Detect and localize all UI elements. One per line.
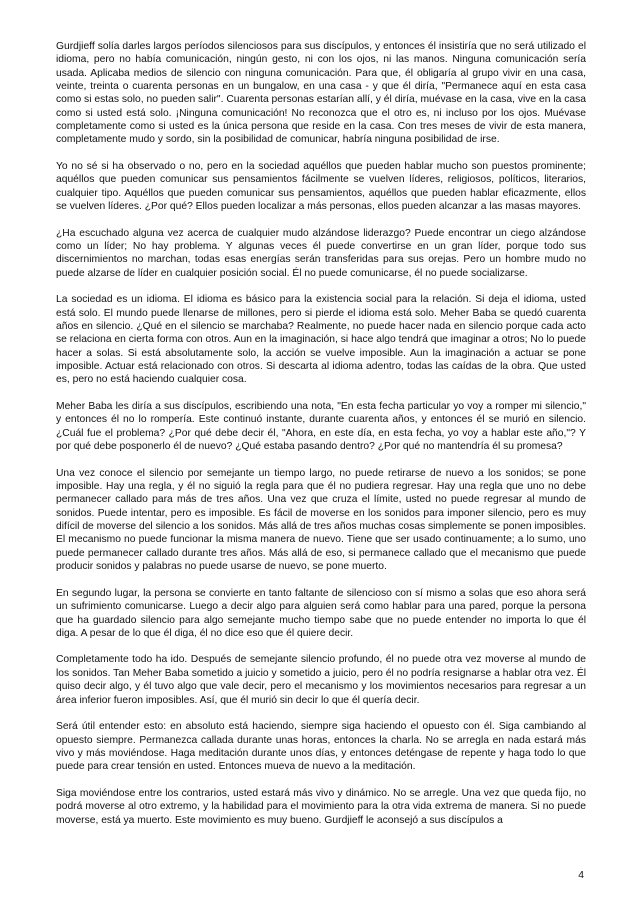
paragraph: Meher Baba les diría a sus discípulos, escribiendo una nota, "En esta fecha particular yo voy a romper mi silencio," y entonces él no lo rompería. Este continuó instante, durante cuarenta años, y entonces él se murió en silencio. ¿Cuál fue el problema? ¿Por qué debe decir él, "Ahora, en este día, en esta fecha, yo voy a hablar este año,"? Y por qué debe posponerlo él de nuevo? ¿Qué estaba pasando dentro? ¿Por qué no mantendría él su promesa?	[56, 401, 586, 453]
paragraph: Una vez conoce el silencio por semejante un tiempo largo, no puede retirarse de nuevo a los sonidos; se pone imposible. Hay una regla, y él no siguió la regla para que él no pudiera regresar. Hay una regla que uno no debe permanecer callado para más de tres años. Una vez que cruza el límite, usted no puede regresar al mundo de sonidos. Puede intentar, pero es imposible. Es fácil de moverse en los sonidos para imponer silencio, pero es muy difícil de moverse del silencio a los sonidos. Más allá de tres años muchas cosas simplemente se ponen imposibles. El mecanismo no puede funcionar la misma manera de nuevo. Tiene que ser usado continuamente; a lo sumo, uno puede permanecer callado durante tres años. Más allá de eso, si permanece callado que el mecanismo que puede producir sonidos y palabras no puede usarse de nuevo, se pone muerto.	[56, 467, 586, 573]
paragraph: Yo no sé si ha observado o no, pero en la sociedad aquéllos que pueden hablar mucho son puestos prominente; aquéllos que pueden comunicar sus pensamientos fácilmente se vuelven líderes, religiosos, políticos, literarios, cualquier tipo. Aquéllos que pueden comunicar sus pensamientos, aquéllos que pueden hablar eficazmente, ellos se vuelven líderes. ¿Por qué? Ellos pueden localizar a más personas, ellos pueden alcanzar a las masas mayores.	[56, 161, 586, 213]
page-number: 4	[578, 870, 584, 881]
page-body	[56, 40, 586, 840]
paragraph: En segundo lugar, la persona se convierte en tanto faltante de silencioso con sí mismo a solas que eso ahora será un sufrimiento comunicarse. Luego a decir algo para alguien será como hablar para una pared, porque la persona que ha guardado silencio para algo semejante mucho tiempo sabe que no puede entender no importa lo que él diga. A pesar de lo que él diga, él no dice eso que él quiere decir.	[56, 587, 586, 639]
paragraph: Será útil entender esto: en absoluto está haciendo, siempre siga haciendo el opuesto con él. Siga cambiando al opuesto siempre. Permanezca callada durante unas horas, entonces la charla. No se arregla en nada estará más vivo y más moviéndose. Haga meditación durante unos días, y entonces deténgase de repente y haga todo lo que puede para crear tensión en usted. Entonces mueva de nuevo a la meditación.	[56, 721, 586, 773]
paragraph: ¿Ha escuchado alguna vez acerca de cualquier mudo alzándose liderazgo? Puede encontrar un ciego alzándose como un líder; No hay problema. Y algunas veces él puede convertirse en un gran líder, porque todo sus discernimientos no marchan, todas esas energías serán transferidas para sus orejas. Pero un hombre mudo no puede alzarse de líder en cualquier posición social. Él no puede comunicarse, él no puede socializarse.	[56, 227, 586, 279]
paragraph: Completamente todo ha ido. Después de semejante silencio profundo, él no puede otra vez moverse al mundo de los sonidos. Tan Meher Baba sometido a juicio y sometido a juicio, pero él no podría resignarse a hablar otra vez. Él quiso decir algo, y él tuvo algo que vale decir, pero el mecanismo y los movimientos necesarios para regresar a un área inferior fueron imposibles. Así, que él murió sin decir lo que él quería decir.	[56, 654, 586, 706]
paragraph: La sociedad es un idioma. El idioma es básico para la existencia social para la relación. Si deja el idioma, usted está solo. El mundo puede llenarse de millones, pero si pierde el idioma está solo. Meher Baba se quedó cuarenta años en silencio. ¿Qué en el silencio se marchaba? Realmente, no puede hacer nada en silencio porque cada acto se relaciona en cierta forma con otros. Aun en la imaginación, si hace algo tendrá que imaginar a otros; No lo puede hacer a solas. Si está absolutamente solo, la acción se vuelve imposible. Aun la imaginación a actuar se pone imposible. Actuar está relacionado con otros. Si descarta al idioma adentro, todas las caídas de la obra. Que usted es, pero no está haciendo cualquier cosa.	[56, 294, 586, 386]
paragraph: Siga moviéndose entre los contrarios, usted estará más vivo y dinámico. No se arregle. Una vez que queda fijo, no podrá moverse al otro extremo, y la habilidad para el movimiento para la otra vida extrema de manera. Si no puede moverse, está ya muerto. Este movimiento es muy bueno. Gurdjieff le aconsejó a sus discípulos a	[56, 787, 586, 826]
paragraph: Gurdjieff solía darles largos períodos silenciosos para sus discípulos, y entonces él insistiría que no será utilizado el idioma, pero no había comunicación, ningún gesto, ni con los ojos, ni las manos. Ninguna comunicación sería usada. Aplicaba medios de silencio con ninguna comunicación. Para que, él obligaría al grupo vivir en una casa, veinte, treinta o cuarenta personas en un bungalow, en una casa - y que él diría, "Permanece aquí en esta casa como si estas solo, no pueden salir". Cuarenta personas estarían allí, y él diría, muévase en la casa, vive en la casa como si usted está solo. ¡Ninguna comunicación! No reconozca que el otro es, ni incluso por los ojos. Muévase completamente como si usted es la única persona que reside en la casa. Con tres meses de vivir de esta manera, completamente mudo y sordo, sin la posibilidad de comunicar, habría ninguna posibilidad de irse.	[56, 41, 586, 146]
